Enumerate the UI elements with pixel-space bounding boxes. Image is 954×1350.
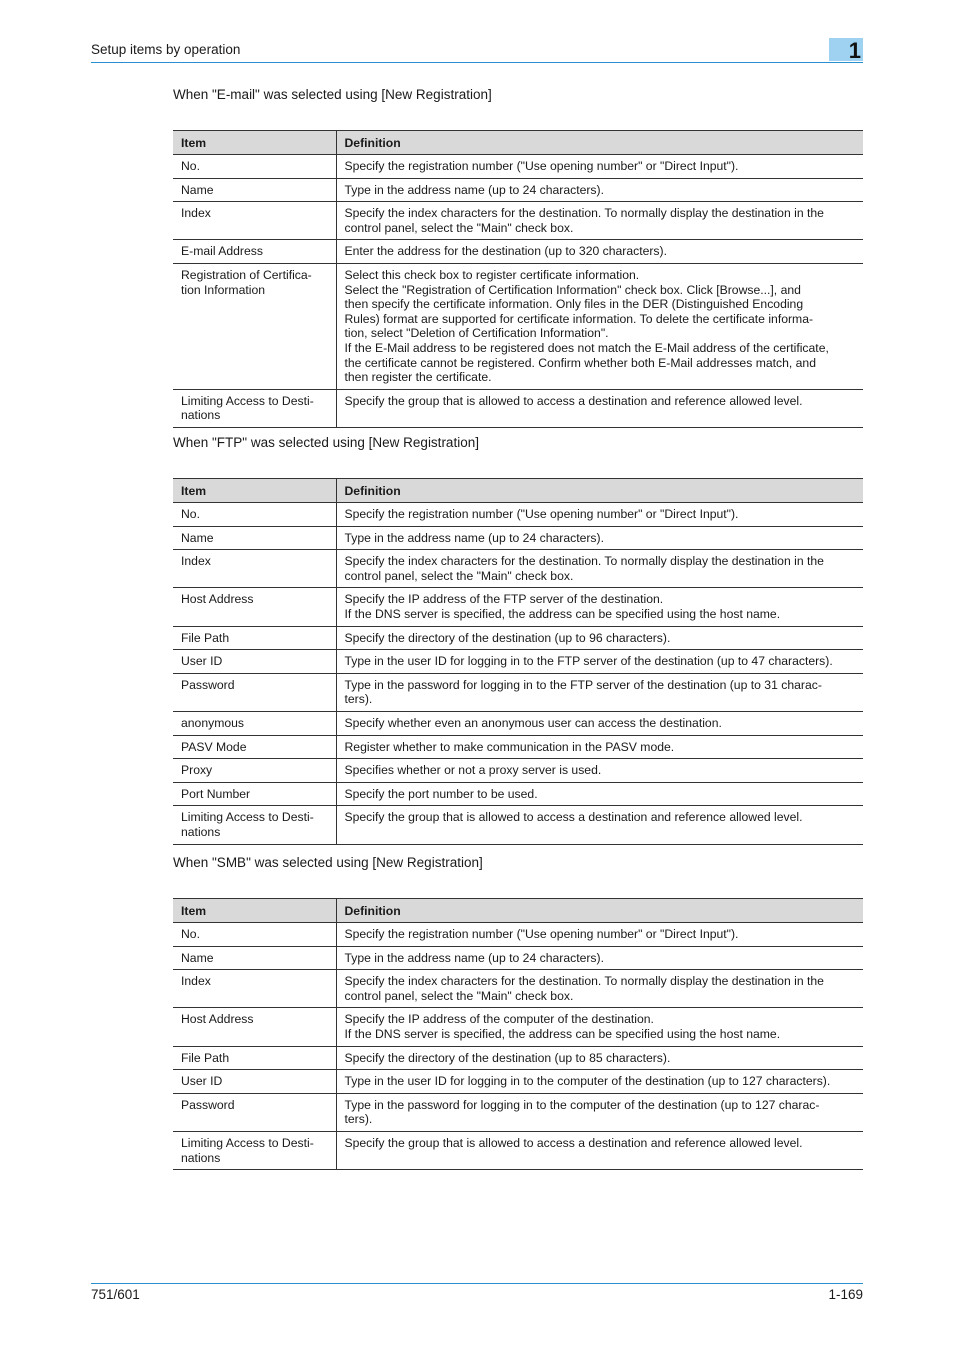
col-header-item: Item bbox=[173, 479, 336, 503]
table-ftp bbox=[173, 478, 863, 845]
definition-cell: Type in the address name (up to 24 characters). bbox=[336, 946, 863, 970]
table-row bbox=[173, 1070, 863, 1094]
item-cell: PASV Mode bbox=[173, 735, 336, 759]
table-row bbox=[173, 782, 863, 806]
item-cell: Host Address bbox=[173, 1008, 336, 1046]
item-cell: Name bbox=[173, 946, 336, 970]
page-header bbox=[91, 40, 863, 63]
col-header-definition: Definition bbox=[336, 899, 863, 923]
item-cell: Password bbox=[173, 1093, 336, 1131]
table-email bbox=[173, 130, 863, 428]
header-title: Setup items by operation bbox=[91, 42, 241, 57]
table-row bbox=[173, 263, 863, 389]
item-cell: Host Address bbox=[173, 588, 336, 626]
definition-cell: Specifies whether or not a proxy server is used. bbox=[336, 759, 863, 783]
item-cell: Name bbox=[173, 526, 336, 550]
chapter-number: 1 bbox=[848, 38, 861, 63]
item-cell: Port Number bbox=[173, 782, 336, 806]
definition-cell: Register whether to make communication in the PASV mode. bbox=[336, 735, 863, 759]
item-cell: Limiting Access to Desti- nations bbox=[173, 806, 336, 844]
item-cell: Index bbox=[173, 550, 336, 588]
definition-cell: Specify the group that is allowed to access a destination and reference allowed level. bbox=[336, 806, 863, 844]
table-row bbox=[173, 923, 863, 947]
item-cell: Registration of Certifica- tion Information bbox=[173, 263, 336, 389]
item-cell: No. bbox=[173, 503, 336, 527]
table-row bbox=[173, 526, 863, 550]
item-cell: Name bbox=[173, 178, 336, 202]
definition-cell: Enter the address for the destination (up to 320 characters). bbox=[336, 240, 863, 264]
definition-cell: Type in the password for logging in to the computer of the destination (up to 127 charac- ters). bbox=[336, 1093, 863, 1131]
definition-cell: Type in the user ID for logging in to the computer of the destination (up to 127 characters). bbox=[336, 1070, 863, 1094]
definition-cell: Specify the IP address of the FTP server of the destination. If the DNS server is specified, the address can be specified using the host name. bbox=[336, 588, 863, 626]
table-row bbox=[173, 673, 863, 711]
section-title: When "E-mail" was selected using [New Registration] bbox=[173, 87, 492, 102]
item-cell: File Path bbox=[173, 626, 336, 650]
table-row bbox=[173, 1008, 863, 1046]
definition-cell: Specify the IP address of the computer of the destination. If the DNS server is specified, the address can be specified using the host name. bbox=[336, 1008, 863, 1046]
page-footer bbox=[91, 1283, 863, 1302]
table-row bbox=[173, 202, 863, 240]
item-cell: Proxy bbox=[173, 759, 336, 783]
definition-cell: Type in the address name (up to 24 characters). bbox=[336, 178, 863, 202]
section-smb bbox=[173, 854, 863, 1170]
table-row bbox=[173, 503, 863, 527]
model-number: 751/601 bbox=[91, 1287, 140, 1302]
table-row bbox=[173, 1093, 863, 1131]
definition-cell: Type in the password for logging in to the FTP server of the destination (up to 31 charac- ters). bbox=[336, 673, 863, 711]
table-row bbox=[173, 946, 863, 970]
section-title: When "FTP" was selected using [New Registration] bbox=[173, 435, 479, 450]
table-smb bbox=[173, 898, 863, 1170]
table-row bbox=[173, 588, 863, 626]
item-cell: File Path bbox=[173, 1046, 336, 1070]
table-row bbox=[173, 155, 863, 179]
col-header-definition: Definition bbox=[336, 479, 863, 503]
definition-cell: Specify the registration number ("Use opening number" or "Direct Input"). bbox=[336, 923, 863, 947]
table-row bbox=[173, 806, 863, 844]
table-header-row bbox=[173, 899, 863, 923]
section-title: When "SMB" was selected using [New Registration] bbox=[173, 855, 483, 870]
definition-cell: Specify the directory of the destination (up to 85 characters). bbox=[336, 1046, 863, 1070]
table-row bbox=[173, 735, 863, 759]
table-row bbox=[173, 626, 863, 650]
item-cell: User ID bbox=[173, 1070, 336, 1094]
item-cell: Index bbox=[173, 202, 336, 240]
table-header-row bbox=[173, 479, 863, 503]
item-cell: anonymous bbox=[173, 711, 336, 735]
item-cell: Limiting Access to Desti- nations bbox=[173, 1131, 336, 1169]
item-cell: User ID bbox=[173, 650, 336, 674]
item-cell: E-mail Address bbox=[173, 240, 336, 264]
table-row bbox=[173, 970, 863, 1008]
section-email bbox=[173, 86, 863, 428]
item-cell: Password bbox=[173, 673, 336, 711]
definition-cell: Specify the port number to be used. bbox=[336, 782, 863, 806]
definition-cell: Specify the registration number ("Use opening number" or "Direct Input"). bbox=[336, 503, 863, 527]
definition-cell: Specify the registration number ("Use opening number" or "Direct Input"). bbox=[336, 155, 863, 179]
item-cell: Index bbox=[173, 970, 336, 1008]
col-header-definition: Definition bbox=[336, 131, 863, 155]
table-row bbox=[173, 550, 863, 588]
page-number: 1-169 bbox=[828, 1287, 863, 1302]
section-ftp bbox=[173, 434, 863, 845]
definition-cell: Specify the index characters for the destination. To normally display the destination in the control panel, select the "Main" check box. bbox=[336, 550, 863, 588]
item-cell: Limiting Access to Desti- nations bbox=[173, 389, 336, 427]
table-header-row bbox=[173, 131, 863, 155]
definition-cell: Type in the address name (up to 24 characters). bbox=[336, 526, 863, 550]
col-header-item: Item bbox=[173, 131, 336, 155]
definition-cell: Specify the index characters for the destination. To normally display the destination in the control panel, select the "Main" check box. bbox=[336, 202, 863, 240]
item-cell: No. bbox=[173, 155, 336, 179]
table-row bbox=[173, 178, 863, 202]
definition-cell: Specify the directory of the destination (up to 96 characters). bbox=[336, 626, 863, 650]
definition-cell: Type in the user ID for logging in to the FTP server of the destination (up to 47 characters). bbox=[336, 650, 863, 674]
table-row bbox=[173, 389, 863, 427]
definition-cell: Specify the group that is allowed to access a destination and reference allowed level. bbox=[336, 389, 863, 427]
table-row bbox=[173, 240, 863, 264]
table-row bbox=[173, 759, 863, 783]
table-row bbox=[173, 650, 863, 674]
definition-cell: Specify whether even an anonymous user can access the destination. bbox=[336, 711, 863, 735]
col-header-item: Item bbox=[173, 899, 336, 923]
definition-cell: Select this check box to register certificate information. Select the "Registration of Certification Information" check box. Click [Browse...], and then specify the certificate information. Only files in the DER (Distinguished Encoding Rules) format are supported for certificate information. To delete the certificate informa- tion, select "Deletion of Certification Information". If the E-Mail address to be registered does not match the E-Mail address of the certificate, the certificate cannot be registered. Confirm whether both E-Mail addresses match, and then register the certificate. bbox=[336, 263, 863, 389]
table-row bbox=[173, 1131, 863, 1169]
definition-cell: Specify the index characters for the destination. To normally display the destination in the control panel, select the "Main" check box. bbox=[336, 970, 863, 1008]
table-row bbox=[173, 711, 863, 735]
definition-cell: Specify the group that is allowed to access a destination and reference allowed level. bbox=[336, 1131, 863, 1169]
item-cell: No. bbox=[173, 923, 336, 947]
table-row bbox=[173, 1046, 863, 1070]
